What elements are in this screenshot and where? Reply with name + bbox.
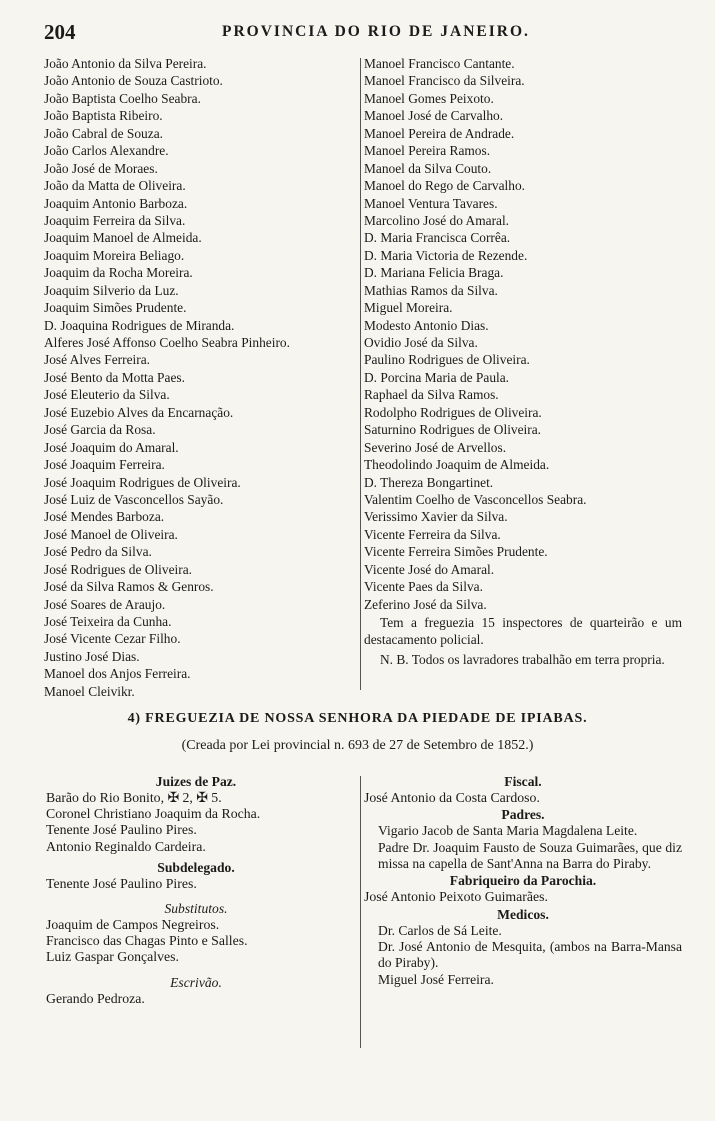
fabriqueiro-name: José Antonio Peixoto Guimarães. bbox=[364, 889, 548, 905]
name-entry: José da Silva Ramos & Genros. bbox=[44, 579, 214, 595]
padre-entry: Vigario Jacob de Santa Maria Magdalena Leite. bbox=[378, 823, 638, 839]
name-entry: José Eleuterio da Silva. bbox=[44, 387, 170, 403]
name-entry: Vicente Ferreira da Silva. bbox=[364, 526, 501, 542]
name-entry: Justino José Dias. bbox=[44, 648, 140, 664]
fiscal-name: José Antonio da Costa Cardoso. bbox=[364, 790, 540, 805]
name-entry: José Vicente Cezar Filho. bbox=[44, 631, 181, 647]
juiz-entry: Tenente José Paulino Pires. bbox=[46, 822, 197, 838]
substituto-entry: Luiz Gaspar Gonçalves. bbox=[46, 949, 179, 965]
name-entry: D. Porcina Maria de Paula. bbox=[364, 369, 510, 385]
name-entry: João Baptista Coelho Seabra. bbox=[44, 90, 201, 106]
name-entry: Ovidio José da Silva. bbox=[364, 335, 478, 350]
name-entry: Manoel Pereira de Andrade. bbox=[364, 125, 515, 141]
name-entry: Manoel dos Anjos Ferreira. bbox=[44, 666, 191, 682]
substitutos-list bbox=[46, 917, 346, 966]
juizes-list bbox=[46, 790, 346, 855]
inspectors-note: Tem a freguezia 15 inspectores de quarteirão e um destacamento policial. bbox=[364, 615, 682, 648]
name-entry: João Cabral de Souza. bbox=[44, 125, 163, 141]
name-entry: Raphael da Silva Ramos. bbox=[364, 387, 499, 403]
padre-entry: Padre Dr. Joaquim Fausto de Souza Guimarães, que diz missa na capella de Sant'Anna na Barra do Piraby. bbox=[378, 839, 682, 872]
name-entry: Joaquim Antonio Barboza. bbox=[44, 195, 188, 211]
name-entry: Alferes José Affonso Coelho Seabra Pinheiro. bbox=[44, 335, 290, 350]
name-entry: Vicente José do Amaral. bbox=[364, 561, 495, 577]
name-entry: José Joaquim Rodrigues de Oliveira. bbox=[44, 474, 241, 490]
medico-entry: Dr. Carlos de Sá Leite. bbox=[378, 922, 502, 938]
name-entry: D. Joaquina Rodrigues de Miranda. bbox=[44, 317, 235, 333]
name-entry: Mathias Ramos da Silva. bbox=[364, 282, 498, 298]
name-entry: Rodolpho Rodrigues de Oliveira. bbox=[364, 404, 542, 420]
name-entry: Theodolindo Joaquim de Almeida. bbox=[364, 457, 550, 473]
fiscal-heading: Fiscal. bbox=[504, 774, 542, 789]
name-entry: Joaquim da Rocha Moreira. bbox=[44, 265, 193, 281]
name-entry: Manoel Cleivikr. bbox=[44, 683, 135, 699]
name-entry: José Soares de Araujo. bbox=[44, 596, 166, 612]
name-entry: Joaquim Ferreira da Silva. bbox=[44, 212, 186, 228]
name-entry: Manoel Pereira Ramos. bbox=[364, 143, 491, 159]
juiz-entry: Barão do Rio Bonito, ✠ 2, ✠ 5. bbox=[46, 790, 222, 805]
page-header bbox=[44, 20, 684, 44]
medicos-list bbox=[364, 923, 682, 989]
name-entry: Marcolino José do Amaral. bbox=[364, 212, 510, 228]
name-entry: Manoel Francisco da Silveira. bbox=[364, 73, 525, 89]
parish-notes bbox=[364, 614, 682, 670]
name-entry: José Joaquim do Amaral. bbox=[44, 439, 179, 455]
name-entry: José Joaquim Ferreira. bbox=[44, 457, 165, 473]
name-entry: José Rodrigues de Oliveira. bbox=[44, 561, 193, 577]
name-entry: Joaquim Silverio da Luz. bbox=[44, 282, 179, 298]
name-entry: José Manoel de Oliveira. bbox=[44, 526, 178, 542]
section-right-column bbox=[364, 773, 682, 988]
name-entry: Joaquim Manoel de Almeida. bbox=[44, 230, 202, 246]
name-entry: Modesto Antonio Dias. bbox=[364, 317, 489, 333]
medico-entry: Miguel José Ferreira. bbox=[378, 971, 494, 987]
name-entry: Paulino Rodrigues de Oliveira. bbox=[364, 352, 530, 368]
name-entry: João Antonio da Silva Pereira. bbox=[44, 56, 207, 71]
name-entry: Manoel Francisco Cantante. bbox=[364, 56, 515, 71]
substituto-entry: Francisco das Chagas Pinto e Salles. bbox=[46, 933, 248, 949]
name-entry: José Teixeira da Cunha. bbox=[44, 614, 172, 629]
escrivao-name: Gerando Pedroza. bbox=[46, 990, 145, 1006]
running-title: PROVINCIA DO RIO DE JANEIRO. bbox=[222, 23, 530, 40]
juiz-entry: Antonio Reginaldo Cardeira. bbox=[46, 838, 206, 854]
substituto-entry: Joaquim de Campos Negreiros. bbox=[46, 917, 220, 933]
left-name-column bbox=[44, 55, 358, 700]
page-number: 204 bbox=[44, 20, 76, 44]
name-entry: Joaquim Simões Prudente. bbox=[44, 300, 187, 316]
subdelegado-heading: Subdelegado. bbox=[157, 859, 235, 875]
name-entry: José Bento da Motta Paes. bbox=[44, 369, 185, 385]
medico-entry: Dr. José Antonio de Mesquita, (ambos na Barra-Mansa do Piraby). bbox=[378, 939, 682, 971]
juizes-heading: Juizes de Paz. bbox=[155, 774, 237, 789]
name-entry: Zeferino José da Silva. bbox=[364, 596, 487, 612]
name-entry: João Baptista Ribeiro. bbox=[44, 108, 163, 124]
name-entry: Manoel Gomes Peixoto. bbox=[364, 90, 494, 106]
name-entry: Miguel Moreira. bbox=[364, 300, 453, 316]
name-entry: Manoel do Rego de Carvalho. bbox=[364, 178, 526, 194]
section-subtitle: (Creada por Lei provincial n. 693 de 27 de Setembro de 1852.) bbox=[181, 738, 534, 753]
substitutos-heading: Substitutos. bbox=[164, 901, 228, 917]
name-entry: José Euzebio Alves da Encarnação. bbox=[44, 404, 234, 420]
name-entry: D. Thereza Bongartinet. bbox=[364, 474, 494, 490]
name-entry: Severino José de Arvellos. bbox=[364, 439, 507, 455]
name-entry: João José de Moraes. bbox=[44, 160, 158, 176]
medicos-heading: Medicos. bbox=[497, 906, 549, 922]
name-entry: José Garcia da Rosa. bbox=[44, 422, 156, 438]
name-entry: João Carlos Alexandre. bbox=[44, 143, 169, 159]
name-entry: Manoel José de Carvalho. bbox=[364, 108, 504, 124]
name-entry: Manoel da Silva Couto. bbox=[364, 160, 492, 176]
name-entry: João Antonio de Souza Castrioto. bbox=[44, 73, 223, 89]
column-divider bbox=[360, 58, 361, 690]
name-entry: José Mendes Barboza. bbox=[44, 509, 165, 525]
name-entry: Vicente Paes da Silva. bbox=[364, 579, 483, 595]
fabriqueiro-heading: Fabriqueiro da Parochia. bbox=[449, 873, 597, 889]
name-entry: D. Maria Francisca Corrêa. bbox=[364, 230, 511, 246]
name-entry: Verissimo Xavier da Silva. bbox=[364, 509, 508, 525]
padres-list bbox=[364, 823, 682, 872]
name-entry: D. Maria Victoria de Rezende. bbox=[364, 247, 528, 263]
name-entry: Joaquim Moreira Beliago. bbox=[44, 247, 185, 263]
name-entry: Vicente Ferreira Simões Prudente. bbox=[364, 544, 548, 560]
section-column-divider bbox=[360, 776, 361, 1048]
name-entry: João da Matta de Oliveira. bbox=[44, 178, 186, 194]
name-entry: Saturnino Rodrigues de Oliveira. bbox=[364, 422, 542, 438]
juiz-entry: Coronel Christiano Joaquim da Rocha. bbox=[46, 806, 261, 822]
name-entry: Valentim Coelho de Vasconcellos Seabra. bbox=[364, 491, 587, 507]
name-entry: José Pedro da Silva. bbox=[44, 544, 152, 560]
right-name-column bbox=[364, 55, 682, 613]
subdelegado-name: Tenente José Paulino Pires. bbox=[46, 875, 197, 891]
name-entry: D. Mariana Felicia Braga. bbox=[364, 265, 504, 281]
section-title: 4) FREGUEZIA DE NOSSA SENHORA DA PIEDADE DE IPIABAS. bbox=[127, 711, 588, 726]
escrivao-heading: Escrivão. bbox=[170, 974, 222, 990]
name-entry: José Luiz de Vasconcellos Sayão. bbox=[44, 491, 224, 507]
name-entry: Manoel Ventura Tavares. bbox=[364, 195, 498, 211]
name-entry: José Alves Ferreira. bbox=[44, 352, 150, 368]
padres-heading: Padres. bbox=[501, 807, 545, 823]
nb-note: N. B. Todos os lavradores trabalhão em terra propria. bbox=[380, 651, 665, 667]
section-left-column bbox=[46, 773, 346, 1007]
